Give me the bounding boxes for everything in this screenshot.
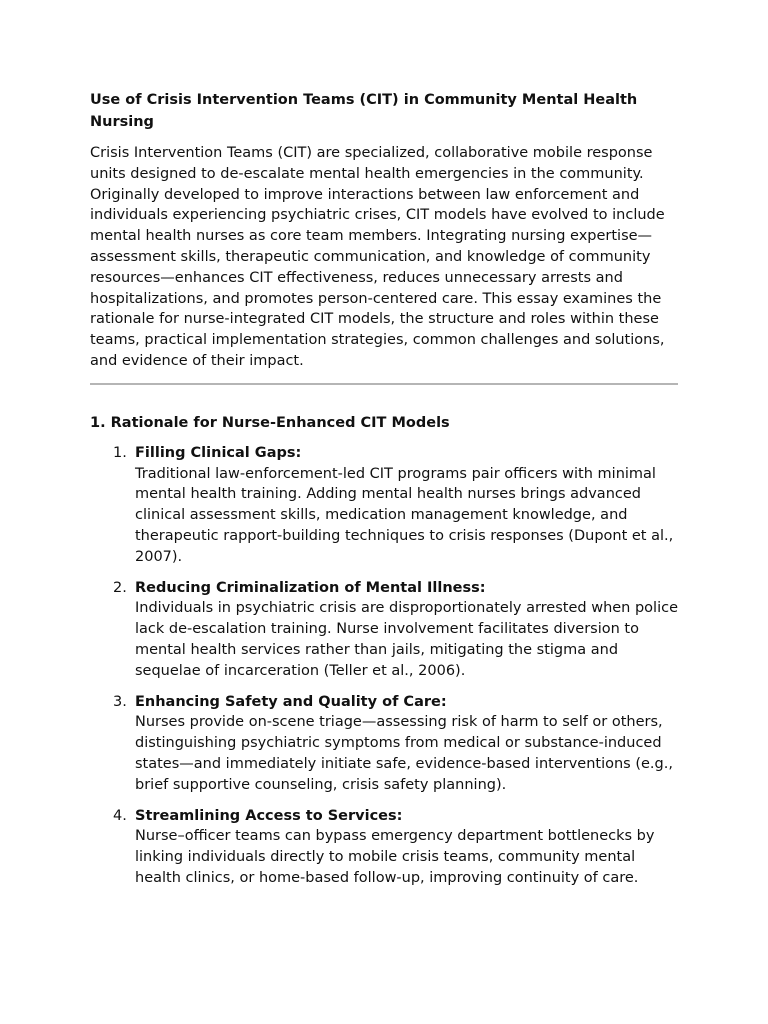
list-item bbox=[90, 692, 678, 796]
list-item-body: Individuals in psychiatric crisis are disproportionately arrested when police lack de-escalation training. Nurse involvement facilitates diversion to mental health services rather than jails, mitigating the stigma and sequelae of incarceration (Teller et al., 2006). bbox=[135, 600, 678, 679]
section-heading-rationale: 1. Rationale for Nurse-Enhanced CIT Models bbox=[90, 414, 450, 431]
list-item bbox=[90, 443, 678, 568]
list-item-title: Reducing Criminalization of Mental Illness: bbox=[135, 579, 486, 596]
list-item-number: 3. bbox=[113, 693, 127, 710]
list-item-number: 4. bbox=[113, 807, 127, 824]
list-item-title: Streamlining Access to Services: bbox=[135, 807, 403, 824]
list-item bbox=[90, 806, 678, 889]
section-divider bbox=[90, 383, 678, 385]
list-item bbox=[90, 578, 678, 682]
list-item-body: Nurse–officer teams can bypass emergency department bottlenecks by linking individuals directly to mobile crisis teams, community mental health clinics, or home-based follow-up, improving continuity of care. bbox=[135, 828, 655, 886]
list-item-body: Nurses provide on-scene triage—assessing risk of harm to self or others, distinguishing psychiatric symptoms from medical or substance-induced states—and immediately initiate safe, evidence-based interventions (e.g., brief supportive counseling, crisis safety planning). bbox=[135, 714, 673, 793]
list-item-title: Enhancing Safety and Quality of Care: bbox=[135, 693, 447, 710]
list-item-number: 1. bbox=[113, 444, 127, 461]
document-title: Use of Crisis Intervention Teams (CIT) in Community Mental Health Nursing bbox=[90, 92, 638, 130]
list-item-body: Traditional law-enforcement-led CIT programs pair officers with minimal mental health training. Adding mental health nurses brings advanced clinical assessment skills, medication management knowledge, and therapeutic rapport-building techniques to crisis responses (Dupont et al., 2007). bbox=[135, 465, 674, 565]
list-item-title: Filling Clinical Gaps: bbox=[135, 444, 302, 461]
list-item-number: 2. bbox=[113, 579, 127, 596]
intro-paragraph: Crisis Intervention Teams (CIT) are specialized, collaborative mobile response units designed to de-escalate mental health emergencies in the community. Originally developed to improve interactions between law enforcement and individuals experiencing psychiatric crises, CIT models have evolved to include mental health nurses as core team members. Integrating nursing expertise—assessment skills, therapeutic communication, and knowledge of community resources—enhances CIT effectiveness, reduces unnecessary arrests and hospitalizations, and promotes person-centered care. This essay examines the rationale for nurse-integrated CIT models, the structure and roles within these teams, practical implementation strategies, common challenges and solutions, and evidence of their impact. bbox=[90, 145, 665, 369]
rationale-list bbox=[90, 443, 678, 889]
